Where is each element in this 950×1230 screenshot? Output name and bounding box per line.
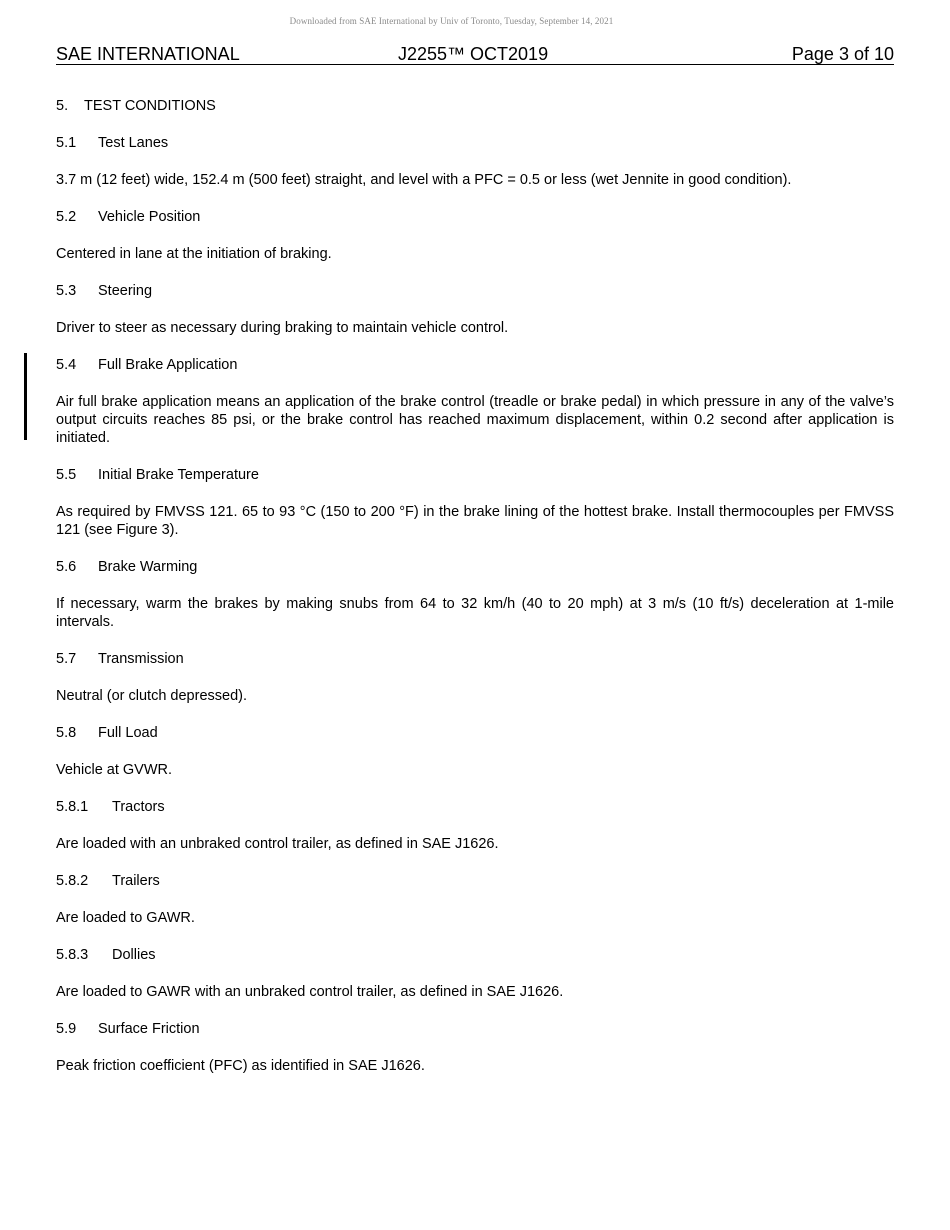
subsection-number: 5.2 [56, 209, 77, 225]
subsection-number: 5.7 [56, 651, 77, 667]
subsection-title: Dollies [112, 947, 156, 963]
header-doc-id: J2255™ OCT2019 [398, 44, 549, 64]
download-watermark: Downloaded from SAE International by Univ of Toronto, Tuesday, September 14, 2021 [289, 16, 614, 26]
subsection-text: Are loaded to GAWR. [56, 910, 195, 926]
subsection-heading [56, 282, 894, 300]
subsection-heading [56, 1020, 894, 1038]
subsection-text: Peak friction coefficient (PFC) as identified in SAE J1626. [56, 1058, 425, 1074]
subsection-number: 5.6 [56, 559, 77, 575]
subsection-heading [56, 872, 894, 890]
subsection-number: 5.8.3 [56, 947, 89, 963]
subsection-text: Neutral (or clutch depressed). [56, 688, 247, 704]
subsection-heading [56, 650, 894, 668]
header-org: SAE INTERNATIONAL [56, 44, 240, 64]
subsection-text: Driver to steer as necessary during braking to maintain vehicle control. [56, 320, 509, 336]
subsection-title: Full Load [98, 725, 158, 741]
subsection-number: 5.3 [56, 283, 77, 299]
revision-change-bar [24, 353, 27, 440]
subsection-text: Centered in lane at the initiation of braking. [56, 246, 332, 262]
subsection-title: Tractors [112, 799, 165, 815]
subsection-number: 5.1 [56, 135, 77, 151]
subsection-number: 5.5 [56, 467, 77, 483]
subsection-heading [56, 798, 894, 816]
subsection-text: Are loaded with an unbraked control trailer, as defined in SAE J1626. [56, 836, 499, 852]
subsection-heading [56, 466, 894, 484]
subsection-text: Are loaded to GAWR with an unbraked control trailer, as defined in SAE J1626. [56, 984, 564, 1000]
document-body [56, 97, 894, 1094]
subsection-heading [56, 208, 894, 226]
subsection-text: As required by FMVSS 121. 65 to 93 °C (150 to 200 °F) in the brake lining of the hottest brake. Install thermocouples per FMVSS 121 (see Figure 3). [56, 504, 894, 538]
section-heading [56, 97, 894, 115]
subsection-heading [56, 558, 894, 576]
subsection-title: Full Brake Application [98, 357, 238, 373]
subsection-text: Vehicle at GVWR. [56, 762, 173, 778]
header-page-number: Page 3 of 10 [791, 44, 894, 64]
subsection-text: Air full brake application means an application of the brake control (treadle or brake pedal) in which pressure in any of the valve’s output circuits reaches 85 psi, or the brake control has reached maximum displacement, within 0.2 second after application is initiated. [56, 394, 894, 446]
subsection-number: 5.8.2 [56, 873, 89, 889]
subsection-title: Vehicle Position [98, 209, 201, 225]
subsection-number: 5.8.1 [56, 799, 89, 815]
subsection-heading [56, 946, 894, 964]
section-title: TEST CONDITIONS [84, 98, 216, 114]
subsection-number: 5.9 [56, 1021, 77, 1037]
subsection-text: 3.7 m (12 feet) wide, 152.4 m (500 feet) straight, and level with a PFC = 0.5 or less (wet Jennite in good condition). [56, 172, 792, 188]
subsection-title: Steering [98, 283, 153, 299]
subsection-title: Brake Warming [98, 559, 198, 575]
subsection-number: 5.4 [56, 357, 77, 373]
section-number: 5. [56, 98, 69, 114]
subsection-title: Initial Brake Temperature [98, 467, 259, 483]
subsection-title: Trailers [112, 873, 160, 889]
subsection-heading [56, 356, 894, 374]
subsection-heading [56, 134, 894, 152]
subsection-heading [56, 724, 894, 742]
subsection-number: 5.8 [56, 725, 77, 741]
subsection-text: If necessary, warm the brakes by making snubs from 64 to 32 km/h (40 to 20 mph) at 3 m/s (10 ft/s) deceleration at 1-mile intervals. [56, 596, 894, 630]
subsection-title: Surface Friction [98, 1021, 200, 1037]
page-header [56, 44, 894, 65]
subsection-title: Test Lanes [98, 135, 169, 151]
subsection-title: Transmission [98, 651, 184, 667]
